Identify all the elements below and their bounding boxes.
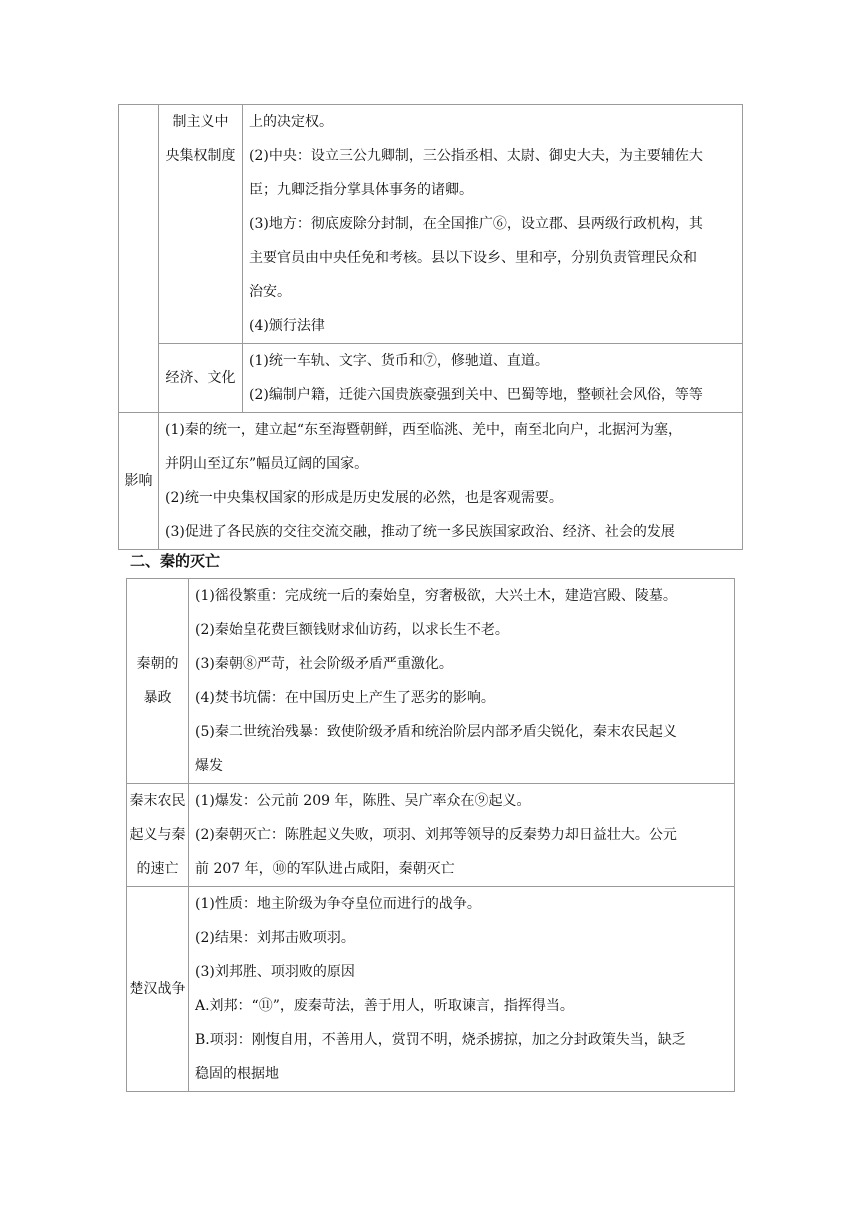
qin-unification-table — [118, 104, 743, 550]
table-row — [119, 105, 743, 344]
economy-culture-label: 经济、文化 — [159, 344, 243, 413]
qin-fall-table — [126, 578, 735, 1092]
table-row — [127, 579, 735, 784]
table-row — [119, 344, 743, 413]
uprising-content: (1)爆发：公元前 209 年，陈胜、吴广率众在⑨起义。 (2)秦朝灭亡：陈胜起义失败，项羽、刘邦等领导的反秦势力却日益壮大。公元 前 207 年，⑩的军队进占咸阳，秦朝灭亡 — [189, 784, 735, 887]
economy-culture-content: (1)统一车轨、文字、货币和⑦，修驰道、直道。 (2)编制户籍，迁徙六国贵族豪强到关中、巴蜀等地，整顿社会风俗，等等 — [243, 344, 743, 413]
tyranny-label: 秦朝的 暴政 — [127, 579, 189, 784]
influence-content: (1)秦的统一，建立起“东至海暨朝鲜，西至临洮、羌中，南至北向户，北据河为塞， 并阴山至辽东”幅员辽阔的国家。 (2)统一中央集权国家的形成是历史发展的必然，也是客观需要。 (3)促进了各民族的交往交流交融，推动了统一多民族国家政治、经济、社会的发展 — [159, 413, 743, 550]
chu-han-war-label: 楚汉战争 — [127, 887, 189, 1092]
tyranny-content: (1)徭役繁重：完成统一后的秦始皇，穷奢极欲，大兴土木，建造宫殿、陵墓。 (2)秦始皇花费巨额钱财求仙访药，以求长生不老。 (3)秦朝⑧严苛，社会阶级矛盾严重激化。 (4)焚书坑儒：在中国历史上产生了恶劣的影响。 (5)秦二世统治残暴：致使阶级矛盾和统治阶层内部矛盾尖锐化，秦末农民起义 爆发 — [189, 579, 735, 784]
uprising-label: 秦末农民 起义与秦 的速亡 — [127, 784, 189, 887]
chu-han-war-content: (1)性质：地主阶级为争夺皇位而进行的战争。 (2)结果：刘邦击败项羽。 (3)刘邦胜、项羽败的原因 A.刘邦：“⑪”，废秦苛法，善于用人，听取谏言，指挥得当。 B.项羽：刚愎自用，不善用人，赏罚不明，烧杀掳掠，加之分封政策失当，缺乏 稳固的根据地 — [189, 887, 735, 1092]
table-row — [127, 784, 735, 887]
political-system-content: 上的决定权。 (2)中央：设立三公九卿制，三公指丞相、太尉、御史大夫，为主要辅佐大 臣；九卿泛指分掌具体事务的诸卿。 (3)地方：彻底废除分封制，在全国推广⑥，设立郡、县两级行政机构，其 主要官员由中央任免和考核。县以下设乡、里和亭，分别负责管理民众和 治安。 (4)颁行法律 — [243, 105, 743, 344]
table-row — [119, 413, 743, 550]
table-row — [127, 887, 735, 1092]
influence-label: 影响 — [119, 413, 159, 550]
empty-category-cell — [119, 105, 159, 413]
political-system-label: 制主义中 央集权制度 — [159, 105, 243, 344]
section-title: 二、秦的灭亡 — [130, 552, 221, 570]
